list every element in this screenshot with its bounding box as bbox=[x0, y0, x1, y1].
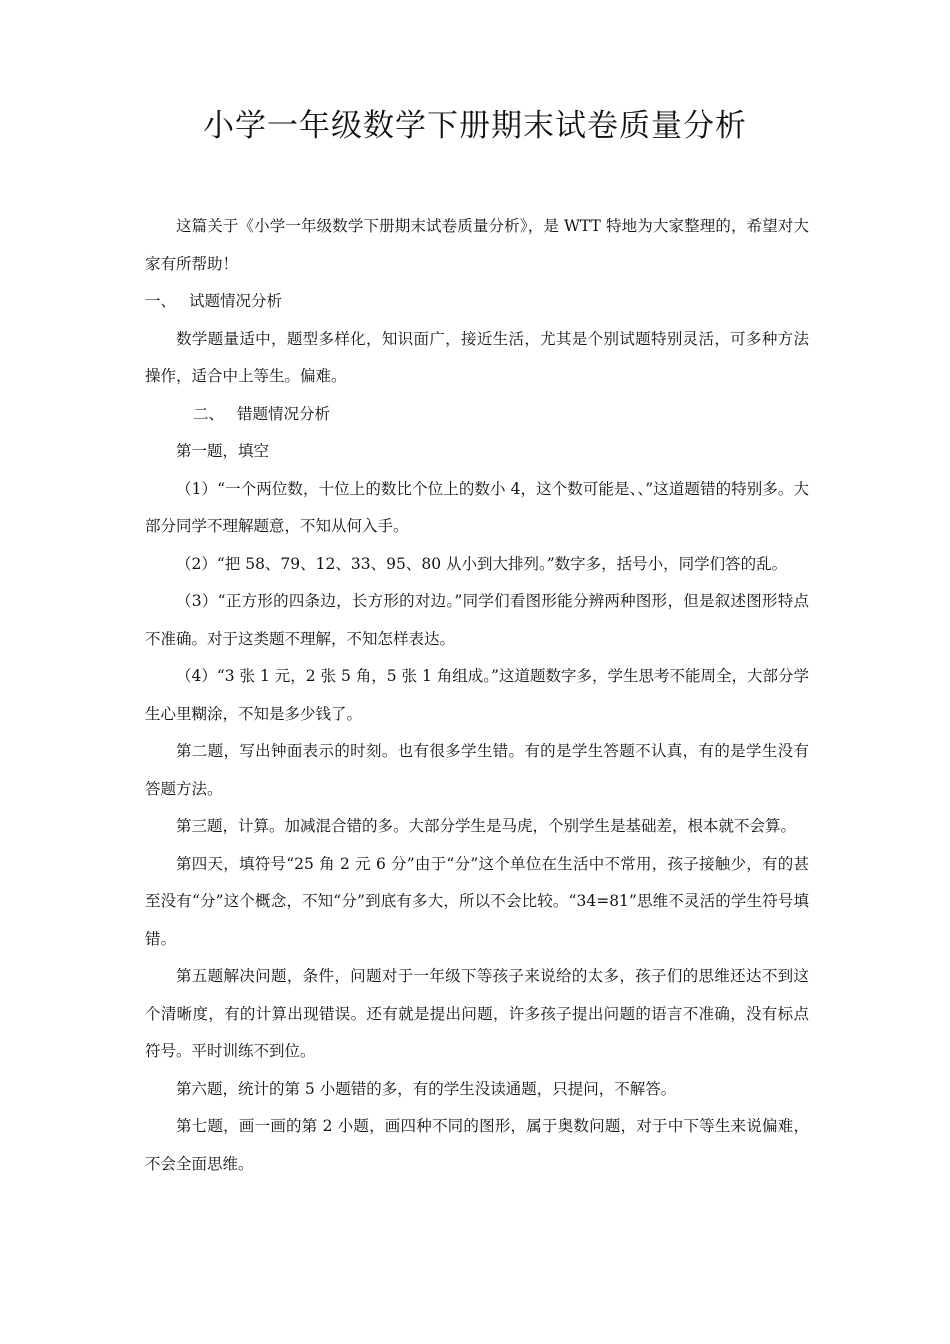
question-1-item-3: （3）“正方形的四条边，长方形的对边。”同学们看图形能分辨两种图形，但是叙述图形特点不准确。对于这类题不理解，不知怎样表达。 bbox=[145, 592, 809, 648]
section1-paragraph: 数学题量适中，题型多样化，知识面广，接近生活，尤其是个别试题特别灵活，可多种方法操作，适合中上等生。偏难。 bbox=[145, 329, 809, 385]
section-heading-2 bbox=[145, 396, 809, 434]
question-1-item-2: （2）“把 58、79、12、33、95、80 从小到大排列。”数字多，括号小，同学们答的乱。 bbox=[176, 554, 788, 573]
question-7-paragraph: 第七题，画一画的第 2 小题，画四种不同的图形，属于奥数问题，对于中下等生来说偏难，不会全面思维。 bbox=[145, 1117, 809, 1173]
document-title: 小学一年级数学下册期末试卷质量分析 bbox=[203, 108, 747, 144]
section-heading-1 bbox=[145, 283, 809, 321]
question-3-paragraph: 第三题，计算。加减混合错的多。大部分学生是马虎，个别学生是基础差，根本就不会算。 bbox=[176, 817, 797, 835]
question-4-paragraph: 第四天，填符号“25 角 2 元 6 分”由于“分”这个单位在生活中不常用，孩子接触少，有的甚至没有“分”这个概念，不知“分”到底有多大，所以不会比较。“34=81”思维不灵活的学生符号填错。 bbox=[145, 854, 809, 948]
section-title-1: 试题情况分析 bbox=[189, 292, 283, 310]
section-title-2: 错题情况分析 bbox=[237, 404, 331, 423]
section-number-1: 一、 bbox=[145, 292, 177, 310]
question-1-item-1: （1）“一个两位数，十位上的数比个位上的数小 4，这个数可能是、、”这道题错的特别多。大部分同学不理解题意，不知从何入手。 bbox=[145, 479, 809, 535]
section-number-2: 二、 bbox=[193, 404, 225, 423]
question-1-item-4: （4）“3 张 1 元，2 张 5 角，5 张 1 角组成。”这道题数字多，学生思考不能周全，大部分学生心里糊涂，不知是多少钱了。 bbox=[145, 667, 809, 723]
question-6-paragraph: 第六题，统计的第 5 小题错的多，有的学生没读通题，只提问，不解答。 bbox=[176, 1079, 677, 1098]
question-5-paragraph: 第五题解决问题，条件，问题对于一年级下等孩子来说给的太多，孩子们的思维还达不到这个清晰度，有的计算出现错误。还有就是提出问题，许多孩子提出问题的语言不准确，没有标点符号。平时训练不到位。 bbox=[145, 967, 809, 1060]
document-body bbox=[145, 208, 809, 1183]
intro-paragraph: 这篇关于《小学一年级数学下册期末试卷质量分析》，是 WTT 特地为大家整理的，希望对大家有所帮助！ bbox=[145, 217, 809, 273]
question-1-heading: 第一题，填空 bbox=[176, 442, 270, 460]
question-2-paragraph: 第二题，写出钟面表示的时刻。也有很多学生错。有的是学生答题不认真，有的是学生没有答题方法。 bbox=[145, 742, 809, 798]
